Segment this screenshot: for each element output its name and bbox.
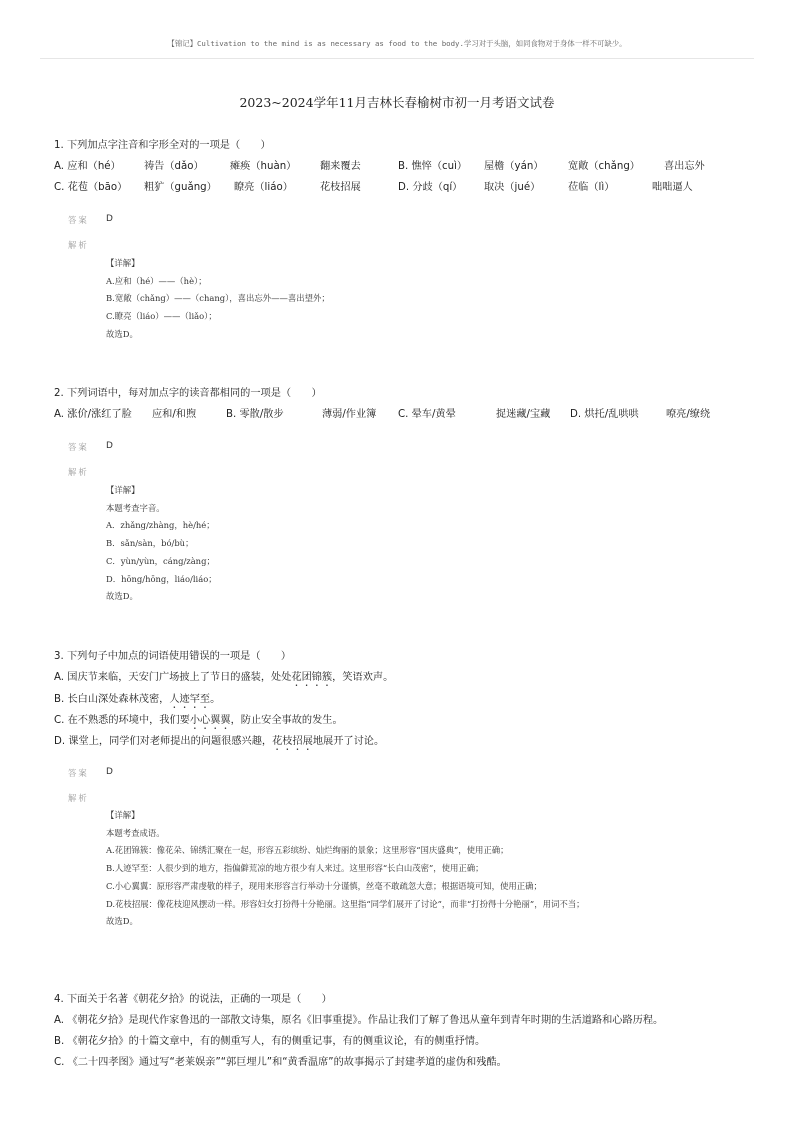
q3-answer-value: D xyxy=(106,767,113,777)
q1-option-b2: 屋檐（yán） xyxy=(484,161,544,172)
q1-analysis xyxy=(106,255,330,344)
q1-option-d2: 取决（jué） xyxy=(484,182,541,193)
q1-option-a2: 祷告（dǎo） xyxy=(144,161,204,172)
q2-analysis-label: 解析 xyxy=(68,467,89,477)
q3-option-c-text: C. 在不熟悉的环境中，我们要 xyxy=(54,715,190,726)
q2-analysis-line: A．zhǎng/zhàng，hè/hé； xyxy=(106,520,215,531)
q3-option-c-tail: ，防止安全事故的发生。 xyxy=(230,715,343,726)
q1-analysis-label: 解析 xyxy=(68,240,89,250)
q2-analysis-line: B．sǎn/sàn，bó/bù； xyxy=(106,538,194,549)
q1-option-c4: 花枝招展 xyxy=(320,182,361,193)
q3-option-d xyxy=(54,732,384,753)
q3-option-d-text: D. 课堂上，同学们对老师提出的问题很感兴趣， xyxy=(54,736,273,747)
q2-options-row xyxy=(0,405,794,421)
q2-option-c1: C. 晕车/黄晕 xyxy=(398,409,456,420)
q3-option-a-text: A. 国庆节来临，天安门广场披上了节日的盛装，处处 xyxy=(54,672,292,683)
q3-option-b-dotted: 人迹罕至 xyxy=(169,694,211,705)
q3-analysis-line: 【详解】 xyxy=(106,810,140,820)
q3-option-d-dotted: 花枝招展 xyxy=(272,736,313,747)
q1-analysis-line: B.宽敞（chǎng）——（chang），喜出忘外——喜出望外； xyxy=(106,293,330,304)
q1-analysis-line: C.瞭亮（liáo）——（liǎo）； xyxy=(106,311,217,322)
q2-answer-value: D xyxy=(106,441,113,451)
q2-option-a1: A. 涨价/涨红了脸 xyxy=(54,409,132,420)
q1-analysis-line: 故选D。 xyxy=(106,328,138,339)
q1-option-d4: 咄咄逼人 xyxy=(652,182,693,193)
q3-option-d-tail: 地展开了讨论。 xyxy=(312,736,385,747)
q1-options-row-2 xyxy=(0,178,794,194)
q3-analysis-label: 解析 xyxy=(68,793,89,803)
q2-analysis-line: 【详解】 xyxy=(106,485,140,495)
q3-analysis-line: A.花团锦簇：像花朵、锦绣汇聚在一起，形容五彩缤纷、灿烂绚丽的景象；这里形容“国庆盛典”，使用正确； xyxy=(106,845,509,856)
q2-option-d1: D. 烘托/乱哄哄 xyxy=(570,409,639,420)
q3-analysis-line: D.花枝招展：像花枝迎风摆动一样。形容妇女打扮得十分艳丽。这里指“同学们展开了讨论”，而非“打扮得十分艳丽”，用词不当； xyxy=(106,898,585,909)
q2-option-b1: B. 零散/散步 xyxy=(226,409,284,420)
q3-option-b xyxy=(54,690,220,711)
q1-answer-label: 答案 xyxy=(68,215,89,225)
q4-option-c: C. 《二十四孝图》通过写“老莱娱亲”“郭巨埋儿”和“黄香温席”的故事揭示了封建孝道的虚伪和残酷。 xyxy=(54,1057,507,1068)
q2-option-a2: 应和/和煦 xyxy=(152,409,197,420)
q3-option-b-text: B. 长白山深处森林茂密， xyxy=(54,694,170,705)
q3-option-c-dotted: 小心翼翼 xyxy=(189,715,231,726)
q1-option-c3: 瞭亮（liáo） xyxy=(234,182,293,193)
q3-option-c xyxy=(54,711,343,732)
q1-option-a1: A. 应和（hé） xyxy=(54,161,121,172)
q1-option-c1: C. 花苞（bāo） xyxy=(54,182,128,193)
q1-option-b3: 宽敞（chǎng） xyxy=(568,161,640,172)
q2-analysis-line: D．hōng/hōng，liáo/liáo； xyxy=(106,573,217,584)
q1-option-a3: 瘫痪（huàn） xyxy=(230,161,297,172)
q2-option-c2: 捉迷藏/宝藏 xyxy=(496,409,551,420)
q1-option-b1: B. 憔悴（cuì） xyxy=(398,161,468,172)
q4-stem: 4. 下面关于名著《朝花夕拾》的说法，正确的一项是（ ） xyxy=(54,994,332,1005)
q2-analysis-line: 本题考查字音。 xyxy=(106,502,165,513)
q2-analysis-line: 故选D。 xyxy=(106,591,138,602)
q4-option-a: A. 《朝花夕拾》是现代作家鲁迅的一部散文诗集，原名《旧事重提》。作品让我们了解了鲁迅从童年到青年时期的生活道路和心路历程。 xyxy=(54,1015,664,1026)
q3-option-a-tail: ，笑语欢声。 xyxy=(332,672,394,683)
q3-analysis-line: C.小心翼翼：原形容严肃虔敬的样子，现用来形容言行举动十分谨慎，丝毫不敢疏忽大意；根据语境可知，使用正确； xyxy=(106,880,542,891)
q1-analysis-line: 【详解】 xyxy=(106,258,140,268)
page-title: 2023~2024学年11月吉林长春榆树市初一月考语文试卷 xyxy=(239,95,555,110)
q1-answer-value: D xyxy=(106,214,113,224)
q2-option-b2: 薄弱/作业簿 xyxy=(322,409,377,420)
q2-answer-label: 答案 xyxy=(68,442,89,452)
q1-stem: 1. 下列加点字注音和字形全对的一项是（ ） xyxy=(54,140,271,151)
header-divider xyxy=(40,58,754,59)
q1-analysis-line: A.应和（hé）——（hè）； xyxy=(106,275,207,286)
q1-option-d3: 莅临（lì） xyxy=(568,182,615,193)
q3-stem: 3. 下列句子中加点的词语使用错误的一项是（ ） xyxy=(54,651,292,662)
motto-header: 【锦记】Cultivation to the mind is as necessary as food to the body.学习对于头脑，如同食物对于身体一样不可缺少。 xyxy=(167,39,627,48)
q3-analysis xyxy=(106,807,718,931)
q3-option-a-dotted: 花团锦簇 xyxy=(291,672,333,683)
q3-answer-label: 答案 xyxy=(68,768,89,778)
q3-analysis-line: 故选D。 xyxy=(106,916,138,927)
q2-analysis-line: C．yùn/yùn，cáng/zàng； xyxy=(106,555,215,566)
q3-option-a xyxy=(54,668,393,689)
q2-option-d2: 嘹亮/缭绕 xyxy=(666,409,711,420)
q1-option-a4: 翻来覆去 xyxy=(320,161,361,172)
q2-stem: 2. 下列词语中，每对加点字的读音都相同的一项是（ ） xyxy=(54,388,322,399)
q1-options-row-1 xyxy=(0,157,794,173)
q1-option-d1: D. 分歧（qí） xyxy=(398,182,463,193)
q2-analysis xyxy=(106,482,217,606)
q3-analysis-line: 本题考查成语。 xyxy=(106,827,165,838)
q3-option-b-tail: 。 xyxy=(210,694,221,705)
q4-option-b: B. 《朝花夕拾》的十篇文章中，有的侧重写人，有的侧重记事，有的侧重议论，有的侧重抒情。 xyxy=(54,1036,486,1047)
q3-analysis-line: B.人迹罕至：人很少到的地方，指偏僻荒凉的地方很少有人来过。这里形容“长白山茂密”，使用正确； xyxy=(106,863,484,874)
q1-option-b4: 喜出忘外 xyxy=(664,161,705,172)
q1-option-c2: 粗犷（guǎng） xyxy=(144,182,217,193)
